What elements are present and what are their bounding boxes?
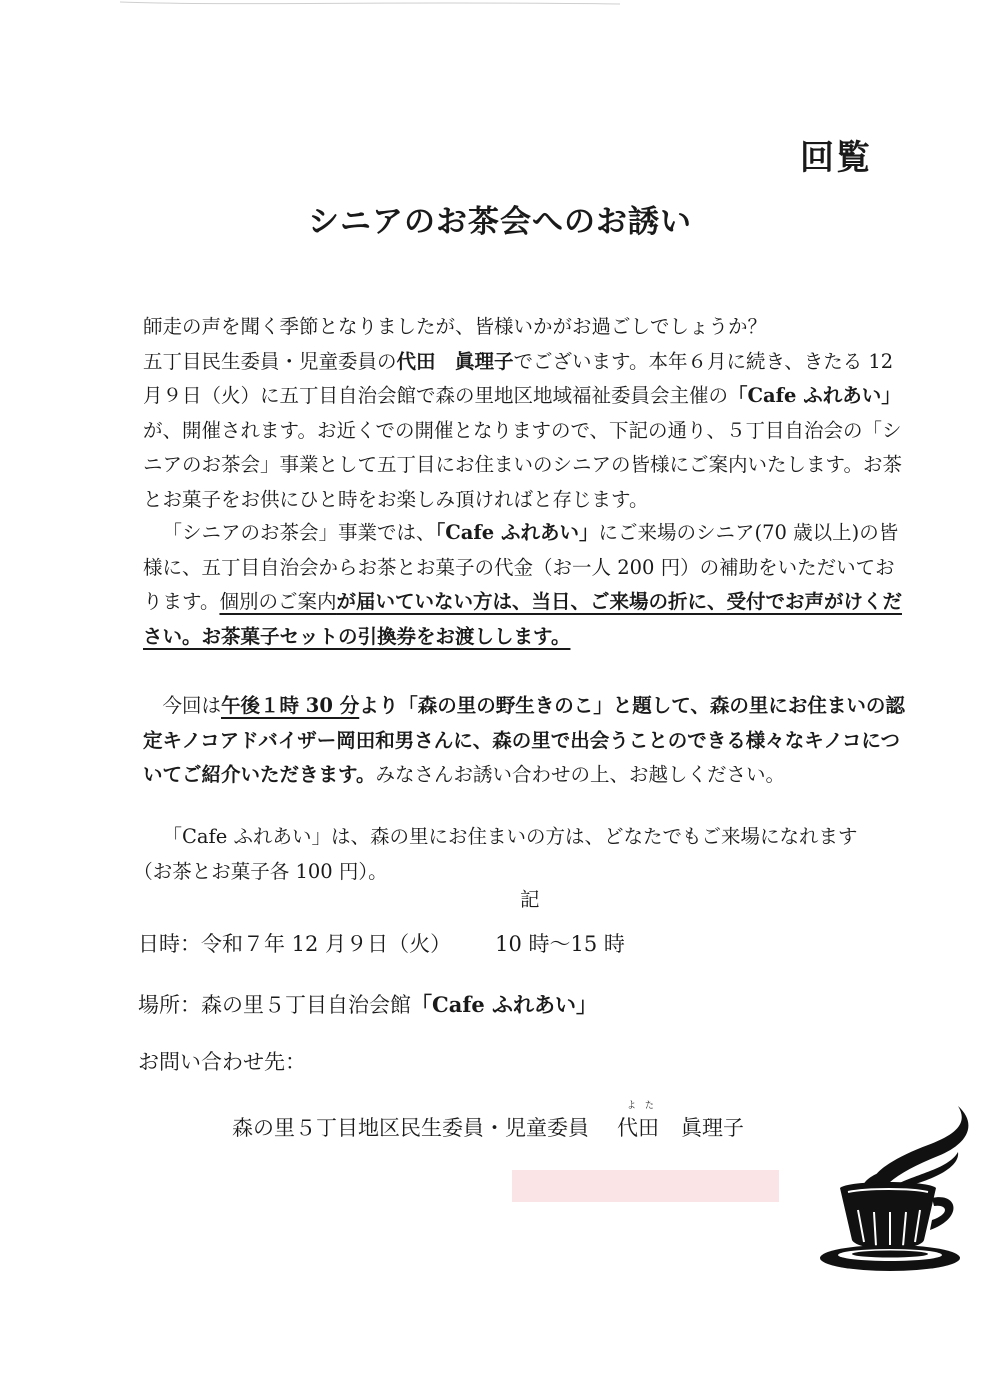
subsidy-paragraph <box>143 516 913 654</box>
cafe-name: 「Cafe ふれあい」 <box>435 521 599 544</box>
lecture-prefix: 今回は <box>162 694 222 717</box>
greeting-line: 師走の声を聞く季節となりましたが、皆様いかがお過ごしでしょうか？ <box>143 315 768 338</box>
subsidy-prefix: 「シニアのお茶会」事業では、 <box>162 521 436 544</box>
lecture-paragraph <box>143 689 913 793</box>
event-date: 日時：令和７年 12 月９日（火） <box>138 932 452 956</box>
contact-given-name: 眞理子 <box>681 1116 744 1140</box>
cafe-price-line: （お茶とお菓子各 100 円）。 <box>133 859 388 883</box>
event-datetime <box>138 928 625 958</box>
contact-surname: 代田 <box>617 1116 659 1140</box>
contact-role: 森の里５丁目地区民生委員・児童委員 <box>232 1116 589 1140</box>
cafe-info-paragraph <box>133 820 913 889</box>
event-place <box>138 989 597 1019</box>
intro-prefix: 五丁目民生委員・児童委員の <box>143 349 397 373</box>
lecture-description: より「森の里の野生きのこ」と題して、森の里にお住まいの認定キノコアドバイザー岡田和男さんに、森の里で出会うことのできる様々なキノコについてご紹介いただきます。 <box>143 694 905 786</box>
cafe-info-line: 「Cafe ふれあい」は、森の里にお住まいの方は、どなたでもご来場になれます <box>162 825 858 848</box>
subsidy-mid: にご来場のシニア(70 歳以上)の皆様に、五丁目自治会からお茶とお菓子の代金（お一人 200 円）の補助をいただいております。 <box>143 521 899 613</box>
ki-heading: 記 <box>520 888 540 911</box>
place-cafe-name: 「Cafe ふれあい」 <box>411 992 598 1017</box>
redacted-phone-block <box>512 1170 779 1202</box>
coffee-cup-icon <box>818 1100 978 1275</box>
place-label: 場所：森の里５丁目自治会館 <box>138 993 411 1017</box>
intro-end: が、開催されます。お近くでの開催となりますので、下記の通り、５丁目自治会の「シニアのお茶会」事業として五丁目にお住まいのシニアの皆様にご案内いたします。お茶とお菓子をお供にひと時をお楽しみ頂ければと存じます。 <box>143 418 902 511</box>
surname-reading: よ た <box>627 1101 657 1111</box>
circulation-label: 回覧 <box>800 138 872 178</box>
author-name: 代田 眞理子 <box>396 349 514 373</box>
contact-surname-group <box>617 1101 659 1142</box>
lecture-time: 午後１時 30 分 <box>221 694 360 717</box>
notice-bold: が届いていない方は、当日、ご来場の折に、受付でお声がけください。お茶菓子セットの引換券をお渡しします。 <box>143 590 902 648</box>
intro-mid: でございます。本年６月に続き、きたる 12 月９日（火）に五丁目自治会館で森の里地区地域福祉委員会主催の <box>143 349 894 407</box>
page-title: シニアのお茶会へのお誘い <box>308 204 692 240</box>
notice-underlined <box>143 590 902 648</box>
lecture-suffix: みなさんお誘い合わせの上、お越しください。 <box>375 763 785 786</box>
cafe-name: 「Cafe ふれあい」 <box>728 384 901 407</box>
contact-heading: お問い合わせ先： <box>138 1050 306 1074</box>
event-time: 10 時～15 時 <box>495 932 625 956</box>
greeting-paragraph <box>143 310 913 517</box>
scan-edge-mark <box>120 0 620 12</box>
notice-normal: 個別のご案内 <box>219 590 337 613</box>
contact-person <box>232 1101 744 1142</box>
